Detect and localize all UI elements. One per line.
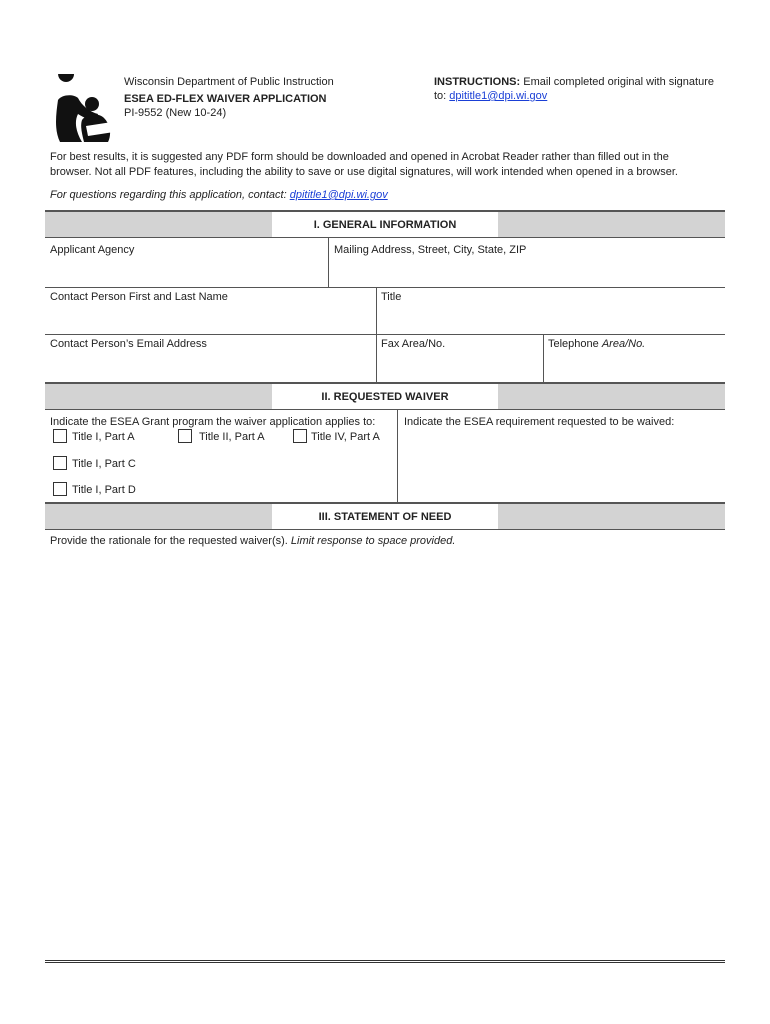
instructions-to: to: — [434, 90, 450, 102]
mailing-address-label: Mailing Address, Street, City, State, ZIP — [334, 244, 527, 256]
requirement-prompt: Indicate the ESEA requirement requested to be waived: — [404, 416, 675, 428]
intro-line-2: browser. Not all PDF features, including the ability to save or use digital signatures, will work intended when opened in a browser. — [50, 166, 678, 178]
checkbox-title-1c[interactable] — [53, 456, 67, 470]
need-prompt — [50, 535, 455, 547]
option-title-4a: Title IV, Part A — [311, 431, 380, 443]
instructions — [434, 75, 734, 103]
telephone-label — [548, 338, 645, 350]
questions-text: For questions regarding this application, contact: — [50, 189, 290, 201]
checkbox-title-2a[interactable] — [178, 429, 192, 443]
section3-title: III. STATEMENT OF NEED — [272, 504, 498, 529]
dpi-logo — [52, 74, 116, 144]
form-title: ESEA ED-FLEX WAIVER APPLICATION — [124, 93, 327, 105]
form-number: PI-9552 (New 10-24) — [124, 107, 227, 119]
program-prompt: Indicate the ESEA Grant program the waiver application applies to: — [50, 416, 376, 428]
questions-email-link[interactable]: dpititle1@dpi.wi.gov — [289, 189, 388, 201]
department-name: Wisconsin Department of Public Instruction — [124, 76, 334, 88]
option-title-1c: Title I, Part C — [72, 458, 136, 470]
telephone-area: Area/No. — [601, 338, 646, 350]
footer-rule — [45, 960, 725, 963]
option-title-1d: Title I, Part D — [72, 484, 136, 496]
telephone-text: Telephone — [548, 338, 602, 350]
need-prompt-limit: Limit response to space provided. — [290, 535, 456, 547]
option-title-2a: Title II, Part A — [199, 431, 265, 443]
checkbox-title-1a[interactable] — [53, 429, 67, 443]
section3-header — [45, 502, 725, 530]
instructions-label: INSTRUCTIONS: — [434, 76, 521, 88]
checkbox-title-4a[interactable] — [293, 429, 307, 443]
option-title-1a: Title I, Part A — [72, 431, 135, 443]
fax-label: Fax Area/No. — [381, 338, 446, 350]
section1-title: I. GENERAL INFORMATION — [272, 212, 498, 237]
contact-email-label: Contact Person’s Email Address — [50, 338, 207, 350]
intro-line-1: For best results, it is suggested any PDF form should be downloaded and opened in Acrobat Reader rather than filled out in the — [50, 151, 669, 163]
section1-header — [45, 210, 725, 238]
title-label: Title — [381, 291, 402, 303]
instructions-text: Email completed original with signature — [520, 76, 714, 88]
statement-of-need-field[interactable] — [45, 550, 725, 950]
checkbox-title-1d[interactable] — [53, 482, 67, 496]
section2-title: II. REQUESTED WAIVER — [272, 384, 498, 409]
contact-name-label: Contact Person First and Last Name — [50, 291, 228, 303]
intro-paragraph — [50, 150, 740, 180]
need-prompt-text: Provide the rationale for the requested waiver(s). — [50, 535, 291, 547]
section2-header — [45, 382, 725, 410]
questions-line — [50, 188, 740, 203]
applicant-agency-label: Applicant Agency — [50, 244, 135, 256]
instructions-email-link[interactable]: dpititle1@dpi.wi.gov — [449, 90, 548, 102]
